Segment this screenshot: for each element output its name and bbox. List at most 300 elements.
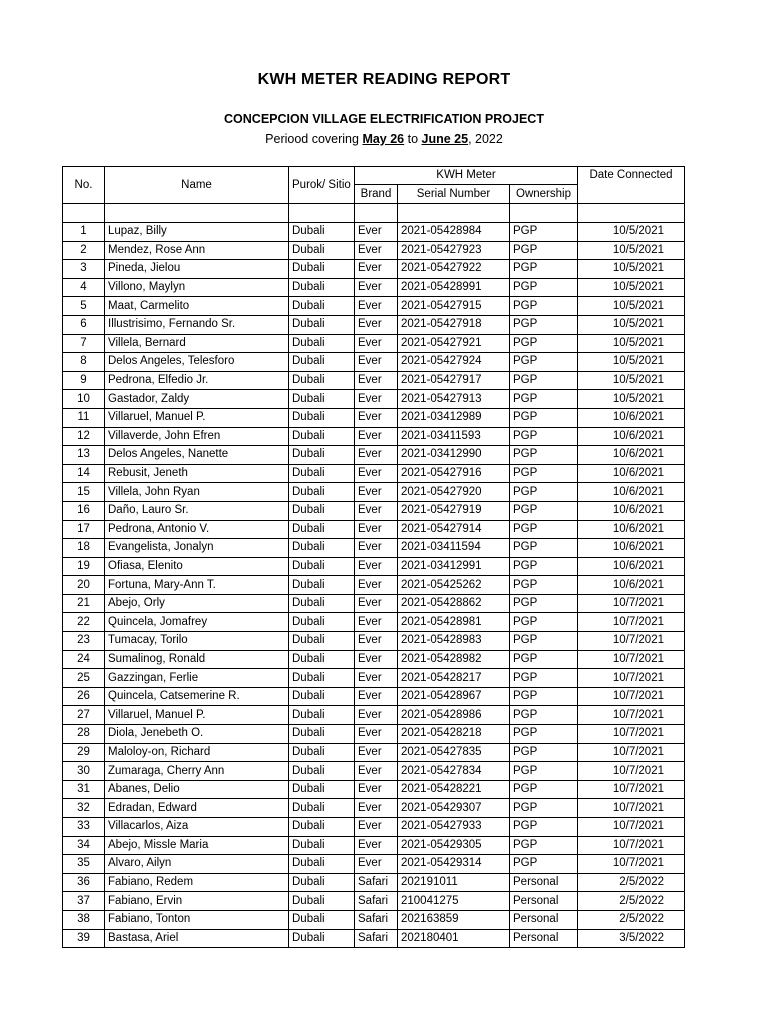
cell-date: 10/5/2021 — [578, 315, 685, 334]
cell-name: Abejo, Missle Maria — [105, 836, 289, 855]
cell-purok: Dubali — [289, 855, 355, 874]
cell-no: 16 — [63, 501, 105, 520]
cell-ownership: PGP — [510, 501, 578, 520]
cell-ownership: PGP — [510, 427, 578, 446]
header-ownership: Ownership — [510, 185, 578, 204]
cell-name: Villacarlos, Aiza — [105, 818, 289, 837]
cell-date: 10/6/2021 — [578, 408, 685, 427]
cell-date: 10/6/2021 — [578, 483, 685, 502]
cell-serial: 2021-05427919 — [398, 501, 510, 520]
table-row — [63, 929, 685, 948]
cell-ownership: PGP — [510, 260, 578, 279]
cell-purok: Dubali — [289, 371, 355, 390]
header-brand: Brand — [355, 185, 398, 204]
cell-no: 18 — [63, 539, 105, 558]
cell-serial: 2021-03411593 — [398, 427, 510, 446]
cell-serial: 2021-05429307 — [398, 799, 510, 818]
header-no: No. — [63, 167, 105, 204]
cell-ownership: PGP — [510, 520, 578, 539]
cell-serial: 2021-03412990 — [398, 446, 510, 465]
cell-date: 2/5/2022 — [578, 910, 685, 929]
cell-ownership: Personal — [510, 929, 578, 948]
cell-serial: 2021-05427835 — [398, 743, 510, 762]
cell-no: 3 — [63, 260, 105, 279]
cell-no: 21 — [63, 594, 105, 613]
cell-ownership: PGP — [510, 278, 578, 297]
report-title: KWH METER READING REPORT — [257, 71, 511, 88]
cell-name: Daño, Lauro Sr. — [105, 501, 289, 520]
cell-brand: Ever — [355, 836, 398, 855]
cell-no: 4 — [63, 278, 105, 297]
cell-brand: Ever — [355, 687, 398, 706]
cell-brand: Ever — [355, 520, 398, 539]
cell-purok: Dubali — [289, 762, 355, 781]
cell-serial: 2021-05428982 — [398, 650, 510, 669]
cell-ownership: PGP — [510, 725, 578, 744]
table-row — [63, 241, 685, 260]
table-row — [63, 427, 685, 446]
table-row — [63, 799, 685, 818]
cell-serial: 2021-05427921 — [398, 334, 510, 353]
cell-no: 27 — [63, 706, 105, 725]
cell-serial: 2021-05428981 — [398, 613, 510, 632]
cell-brand: Safari — [355, 892, 398, 911]
cell-name: Villaverde, John Efren — [105, 427, 289, 446]
cell-ownership: PGP — [510, 632, 578, 651]
cell-date: 10/6/2021 — [578, 520, 685, 539]
cell-name: Gastador, Zaldy — [105, 390, 289, 409]
cell-ownership: PGP — [510, 446, 578, 465]
cell-no: 26 — [63, 687, 105, 706]
cell-brand: Ever — [355, 501, 398, 520]
cell-brand: Ever — [355, 855, 398, 874]
table-row — [63, 650, 685, 669]
cell-ownership: PGP — [510, 780, 578, 799]
header-name: Name — [105, 167, 289, 204]
cell-date: 10/7/2021 — [578, 743, 685, 762]
table-row — [63, 539, 685, 558]
table-row — [63, 892, 685, 911]
cell-purok: Dubali — [289, 594, 355, 613]
cell-no: 13 — [63, 446, 105, 465]
cell-name: Fortuna, Mary-Ann T. — [105, 576, 289, 595]
cell-name: Alvaro, Ailyn — [105, 855, 289, 874]
cell-date: 10/6/2021 — [578, 539, 685, 558]
cell-no: 14 — [63, 464, 105, 483]
cell-date: 10/7/2021 — [578, 669, 685, 688]
cell-name: Diola, Jenebeth O. — [105, 725, 289, 744]
cell-no: 33 — [63, 818, 105, 837]
header-purok: Purok/ Sitio — [289, 167, 355, 204]
cell-name: Villaruel, Manuel P. — [105, 706, 289, 725]
cell-name: Gazzingan, Ferlie — [105, 669, 289, 688]
cell-no: 38 — [63, 910, 105, 929]
cell-purok: Dubali — [289, 315, 355, 334]
cell-purok: Dubali — [289, 725, 355, 744]
period-suffix: , 2022 — [468, 132, 503, 146]
cell-brand: Ever — [355, 390, 398, 409]
cell-no: 7 — [63, 334, 105, 353]
cell-name: Rebusit, Jeneth — [105, 464, 289, 483]
cell-brand: Ever — [355, 725, 398, 744]
cell-name: Delos Angeles, Nanette — [105, 446, 289, 465]
table-row — [63, 223, 685, 242]
table-row — [63, 501, 685, 520]
cell-serial: 210041275 — [398, 892, 510, 911]
cell-purok: Dubali — [289, 390, 355, 409]
cell-purok: Dubali — [289, 278, 355, 297]
cell-no: 24 — [63, 650, 105, 669]
cell-date: 10/6/2021 — [578, 557, 685, 576]
cell-name: Bastasa, Ariel — [105, 929, 289, 948]
cell-no: 8 — [63, 353, 105, 372]
cell-ownership: PGP — [510, 241, 578, 260]
table-row — [63, 780, 685, 799]
cell-name: Villela, John Ryan — [105, 483, 289, 502]
cell-date: 10/5/2021 — [578, 353, 685, 372]
cell-purok: Dubali — [289, 483, 355, 502]
cell-no: 34 — [63, 836, 105, 855]
cell-name: Illustrisimo, Fernando Sr. — [105, 315, 289, 334]
cell-brand: Ever — [355, 408, 398, 427]
cell-no: 19 — [63, 557, 105, 576]
cell-ownership: PGP — [510, 297, 578, 316]
cell-purok: Dubali — [289, 799, 355, 818]
cell-purok: Dubali — [289, 743, 355, 762]
cell-name: Abanes, Delio — [105, 780, 289, 799]
table-row — [63, 669, 685, 688]
cell-no: 29 — [63, 743, 105, 762]
cell-purok: Dubali — [289, 910, 355, 929]
cell-brand: Ever — [355, 278, 398, 297]
header-serial: Serial Number — [398, 185, 510, 204]
cell-date: 10/7/2021 — [578, 762, 685, 781]
cell-brand: Ever — [355, 371, 398, 390]
cell-name: Villono, Maylyn — [105, 278, 289, 297]
cell-ownership: PGP — [510, 743, 578, 762]
meter-table — [62, 166, 685, 948]
cell-ownership: PGP — [510, 390, 578, 409]
cell-serial: 2021-05428217 — [398, 669, 510, 688]
cell-purok: Dubali — [289, 818, 355, 837]
cell-ownership: PGP — [510, 594, 578, 613]
cell-no: 10 — [63, 390, 105, 409]
cell-purok: Dubali — [289, 632, 355, 651]
cell-name: Tumacay, Torilo — [105, 632, 289, 651]
cell-no: 37 — [63, 892, 105, 911]
cell-purok: Dubali — [289, 408, 355, 427]
cell-serial: 2021-05429314 — [398, 855, 510, 874]
cell-purok: Dubali — [289, 223, 355, 242]
table-row — [63, 278, 685, 297]
cell-no: 23 — [63, 632, 105, 651]
cell-purok: Dubali — [289, 539, 355, 558]
cell-purok: Dubali — [289, 892, 355, 911]
cell-no: 12 — [63, 427, 105, 446]
cell-date: 10/5/2021 — [578, 334, 685, 353]
cell-brand: Ever — [355, 818, 398, 837]
cell-ownership: PGP — [510, 687, 578, 706]
table-row — [63, 315, 685, 334]
cell-name: Quincela, Catsemerine R. — [105, 687, 289, 706]
cell-serial: 2021-05427915 — [398, 297, 510, 316]
cell-brand: Ever — [355, 743, 398, 762]
cell-name: Ofiasa, Elenito — [105, 557, 289, 576]
cell-brand: Ever — [355, 464, 398, 483]
cell-name: Zumaraga, Cherry Ann — [105, 762, 289, 781]
table-row — [63, 855, 685, 874]
table-row — [63, 910, 685, 929]
cell-brand: Ever — [355, 315, 398, 334]
cell-purok: Dubali — [289, 687, 355, 706]
cell-serial: 2021-05427834 — [398, 762, 510, 781]
cell-brand: Ever — [355, 706, 398, 725]
cell-purok: Dubali — [289, 836, 355, 855]
cell-serial: 2021-03412991 — [398, 557, 510, 576]
table-row — [63, 576, 685, 595]
cell-no: 2 — [63, 241, 105, 260]
cell-name: Mendez, Rose Ann — [105, 241, 289, 260]
cell-name: Maloloy-on, Richard — [105, 743, 289, 762]
cell-date: 2/5/2022 — [578, 892, 685, 911]
cell-name: Fabiano, Redem — [105, 873, 289, 892]
cell-ownership: PGP — [510, 408, 578, 427]
cell-name: Maat, Carmelito — [105, 297, 289, 316]
cell-date: 10/5/2021 — [578, 241, 685, 260]
cell-date: 10/6/2021 — [578, 446, 685, 465]
table-row — [63, 408, 685, 427]
cell-ownership: PGP — [510, 334, 578, 353]
cell-date: 10/7/2021 — [578, 799, 685, 818]
cell-brand: Safari — [355, 929, 398, 948]
cell-serial: 2021-05429305 — [398, 836, 510, 855]
cell-date: 2/5/2022 — [578, 873, 685, 892]
cell-date: 10/7/2021 — [578, 706, 685, 725]
cell-ownership: Personal — [510, 892, 578, 911]
cell-brand: Ever — [355, 539, 398, 558]
cell-ownership: PGP — [510, 706, 578, 725]
cell-serial: 2021-05427923 — [398, 241, 510, 260]
cell-brand: Ever — [355, 334, 398, 353]
cell-purok: Dubali — [289, 780, 355, 799]
cell-brand: Ever — [355, 669, 398, 688]
table-header-row — [63, 167, 685, 185]
cell-no: 36 — [63, 873, 105, 892]
table-row — [63, 613, 685, 632]
cell-name: Fabiano, Ervin — [105, 892, 289, 911]
cell-name: Pineda, Jielou — [105, 260, 289, 279]
cell-serial: 2021-05428218 — [398, 725, 510, 744]
cell-purok: Dubali — [289, 427, 355, 446]
cell-date: 10/5/2021 — [578, 297, 685, 316]
cell-brand: Ever — [355, 576, 398, 595]
cell-name: Villela, Bernard — [105, 334, 289, 353]
period-end: June 25 — [421, 132, 469, 146]
cell-serial: 2021-05427920 — [398, 483, 510, 502]
cell-brand: Ever — [355, 799, 398, 818]
cell-name: Pedrona, Elfedio Jr. — [105, 371, 289, 390]
cell-serial: 2021-05427913 — [398, 390, 510, 409]
table-row — [63, 557, 685, 576]
cell-ownership: PGP — [510, 613, 578, 632]
cell-brand: Ever — [355, 632, 398, 651]
cell-serial: 2021-05428983 — [398, 632, 510, 651]
cell-brand: Safari — [355, 873, 398, 892]
cell-serial: 2021-03411594 — [398, 539, 510, 558]
cell-name: Villaruel, Manuel P. — [105, 408, 289, 427]
cell-purok: Dubali — [289, 557, 355, 576]
period-prefix: Periood covering — [265, 132, 363, 146]
cell-brand: Ever — [355, 650, 398, 669]
cell-date: 10/7/2021 — [578, 725, 685, 744]
cell-purok: Dubali — [289, 464, 355, 483]
cell-date: 10/6/2021 — [578, 427, 685, 446]
cell-date: 10/7/2021 — [578, 650, 685, 669]
cell-no: 6 — [63, 315, 105, 334]
cell-date: 10/5/2021 — [578, 260, 685, 279]
header-date: Date Connected — [578, 167, 685, 185]
project-name: CONCEPCION VILLAGE ELECTRIFICATION PROJECT — [224, 112, 544, 126]
cell-ownership: PGP — [510, 371, 578, 390]
cell-purok: Dubali — [289, 297, 355, 316]
cell-brand: Ever — [355, 594, 398, 613]
cell-date: 10/7/2021 — [578, 613, 685, 632]
cell-brand: Ever — [355, 241, 398, 260]
cell-brand: Ever — [355, 483, 398, 502]
cell-no: 22 — [63, 613, 105, 632]
cell-no: 39 — [63, 929, 105, 948]
cell-brand: Ever — [355, 613, 398, 632]
cell-no: 17 — [63, 520, 105, 539]
cell-ownership: PGP — [510, 576, 578, 595]
cell-name: Fabiano, Tonton — [105, 910, 289, 929]
cell-ownership: PGP — [510, 483, 578, 502]
cell-name: Evangelista, Jonalyn — [105, 539, 289, 558]
cell-purok: Dubali — [289, 241, 355, 260]
cell-purok: Dubali — [289, 446, 355, 465]
cell-ownership: PGP — [510, 315, 578, 334]
table-row — [63, 706, 685, 725]
cell-brand: Ever — [355, 427, 398, 446]
cell-date: 10/5/2021 — [578, 390, 685, 409]
table-row — [63, 594, 685, 613]
period-mid: to — [404, 132, 422, 146]
cell-brand: Ever — [355, 446, 398, 465]
cell-serial: 2021-05428862 — [398, 594, 510, 613]
cell-no: 30 — [63, 762, 105, 781]
cell-date: 10/7/2021 — [578, 632, 685, 651]
cell-brand: Ever — [355, 762, 398, 781]
table-row — [63, 390, 685, 409]
cell-date: 10/5/2021 — [578, 371, 685, 390]
cell-serial: 202191011 — [398, 873, 510, 892]
cell-serial: 2021-05427917 — [398, 371, 510, 390]
cell-ownership: PGP — [510, 799, 578, 818]
table-row — [63, 353, 685, 372]
cell-name: Abejo, Orly — [105, 594, 289, 613]
cell-serial: 2021-05428991 — [398, 278, 510, 297]
cell-ownership: Personal — [510, 910, 578, 929]
cell-purok: Dubali — [289, 334, 355, 353]
cell-ownership: PGP — [510, 539, 578, 558]
cell-date: 10/7/2021 — [578, 855, 685, 874]
cell-no: 25 — [63, 669, 105, 688]
cell-date: 10/7/2021 — [578, 836, 685, 855]
cell-serial: 2021-05427924 — [398, 353, 510, 372]
cell-serial: 202180401 — [398, 929, 510, 948]
table-row — [63, 836, 685, 855]
cell-date: 10/7/2021 — [578, 818, 685, 837]
cell-ownership: PGP — [510, 836, 578, 855]
table-row — [63, 762, 685, 781]
cell-serial: 2021-05427914 — [398, 520, 510, 539]
cell-no: 11 — [63, 408, 105, 427]
table-row — [63, 520, 685, 539]
cell-brand: Ever — [355, 557, 398, 576]
cell-purok: Dubali — [289, 576, 355, 595]
cell-date: 10/7/2021 — [578, 780, 685, 799]
cell-no: 35 — [63, 855, 105, 874]
cell-date: 10/5/2021 — [578, 278, 685, 297]
cell-ownership: PGP — [510, 353, 578, 372]
table-row — [63, 818, 685, 837]
table-row — [63, 483, 685, 502]
period-line — [0, 132, 768, 146]
cell-name: Edradan, Edward — [105, 799, 289, 818]
cell-serial: 2021-05427918 — [398, 315, 510, 334]
cell-serial: 2021-05428221 — [398, 780, 510, 799]
cell-no: 15 — [63, 483, 105, 502]
cell-serial: 2021-05425262 — [398, 576, 510, 595]
cell-name: Lupaz, Billy — [105, 223, 289, 242]
cell-serial: 2021-05427933 — [398, 818, 510, 837]
cell-ownership: PGP — [510, 557, 578, 576]
cell-name: Quincela, Jomafrey — [105, 613, 289, 632]
cell-no: 31 — [63, 780, 105, 799]
cell-purok: Dubali — [289, 706, 355, 725]
cell-date: 10/6/2021 — [578, 576, 685, 595]
table-row — [63, 464, 685, 483]
cell-no: 9 — [63, 371, 105, 390]
cell-ownership: PGP — [510, 855, 578, 874]
cell-serial: 202163859 — [398, 910, 510, 929]
cell-serial: 2021-05428967 — [398, 687, 510, 706]
cell-purok: Dubali — [289, 669, 355, 688]
table-row — [63, 725, 685, 744]
cell-ownership: PGP — [510, 650, 578, 669]
cell-ownership: PGP — [510, 818, 578, 837]
cell-no: 1 — [63, 223, 105, 242]
table-row — [63, 446, 685, 465]
cell-no: 5 — [63, 297, 105, 316]
cell-name: Pedrona, Antonio V. — [105, 520, 289, 539]
cell-name: Delos Angeles, Telesforo — [105, 353, 289, 372]
table-row — [63, 873, 685, 892]
cell-ownership: PGP — [510, 762, 578, 781]
cell-purok: Dubali — [289, 613, 355, 632]
cell-purok: Dubali — [289, 929, 355, 948]
cell-date: 10/6/2021 — [578, 464, 685, 483]
table-row — [63, 743, 685, 762]
cell-ownership: PGP — [510, 223, 578, 242]
cell-serial: 2021-03412989 — [398, 408, 510, 427]
cell-brand: Ever — [355, 353, 398, 372]
cell-date: 10/6/2021 — [578, 501, 685, 520]
cell-serial: 2021-05428986 — [398, 706, 510, 725]
cell-purok: Dubali — [289, 650, 355, 669]
cell-purok: Dubali — [289, 520, 355, 539]
cell-name: Sumalinog, Ronald — [105, 650, 289, 669]
